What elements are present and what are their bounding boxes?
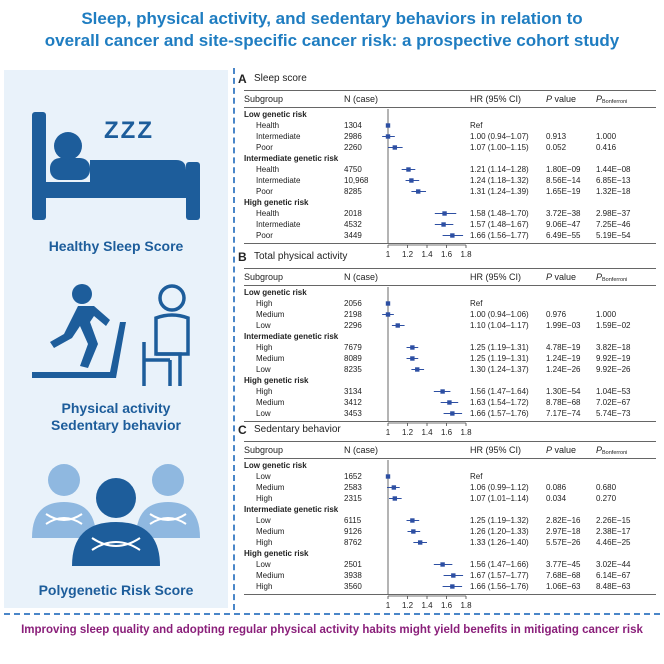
hr-ci-value: Ref (470, 121, 483, 130)
hr-ci-value: 1.30 (1.24–1.37) (470, 365, 529, 374)
hr-ci-value: 1.31 (1.24–1.39) (470, 187, 529, 196)
x-axis-tick-label: 1.4 (421, 428, 433, 437)
p-bonferroni-value: 9.92E−19 (596, 354, 631, 363)
hr-ci-value: 1.06 (0.99–1.12) (470, 483, 529, 492)
p-value: 7.17E−74 (546, 409, 581, 418)
p-value: 6.49E−55 (546, 231, 581, 240)
p-bonferroni-value: 7.02E−67 (596, 398, 631, 407)
p-bonferroni-value: 6.85E−13 (596, 176, 631, 185)
hr-ci-value: Ref (470, 472, 483, 481)
pb-letter: P (596, 94, 603, 104)
group-label: Intermediate genetic risk (244, 505, 339, 514)
hr-ci-value: 1.58 (1.48–1.70) (470, 209, 529, 218)
subgroup-label: High (256, 538, 273, 547)
title-line-1: Sleep, physical activity, and sedentary behaviors in relation to (81, 9, 583, 28)
table-row (244, 493, 656, 504)
subgroup-label: Low (256, 472, 271, 481)
x-axis-tick-label: 1 (385, 601, 391, 610)
pb-letter: P (596, 445, 603, 455)
subgroup-label: Intermediate (256, 176, 301, 185)
n-case-value: 4750 (344, 165, 362, 174)
n-case-value: 7679 (344, 343, 362, 352)
subgroup-label: High (256, 299, 273, 308)
subgroup-header: Subgroup (244, 94, 284, 104)
activity-label-2: Sedentary behavior (51, 417, 181, 433)
subgroup-label: Medium (256, 354, 285, 363)
sleep-score-label: Healthy Sleep Score (48, 238, 184, 254)
p-bonferroni-value: 5.74E−73 (596, 409, 631, 418)
group-label: High genetic risk (244, 549, 309, 558)
table-row (244, 131, 656, 142)
vertical-divider (233, 68, 235, 610)
x-axis-tick-label: 1 (385, 428, 391, 437)
p-bonferroni-value: 1.59E−02 (596, 321, 631, 330)
n-case-value: 2501 (344, 560, 362, 569)
treadmill-runner-icon (30, 282, 130, 386)
table-row (244, 120, 656, 131)
activity-label-1: Physical activity (61, 400, 171, 416)
n-case-value: 9126 (344, 527, 362, 536)
table-row (244, 364, 656, 375)
x-axis-tick-label: 1.6 (440, 250, 453, 259)
x-axis-tick-label: 1.6 (440, 601, 453, 610)
p-bonferroni-value: 8.48E−63 (596, 582, 631, 591)
p-value: 5.57E−26 (546, 538, 581, 547)
x-axis-tick-label: 1.6 (440, 428, 453, 437)
subgroup-label: Poor (256, 187, 273, 196)
group-label: Intermediate genetic risk (244, 332, 339, 341)
hr-ci-value: 1.24 (1.18–1.32) (470, 176, 529, 185)
p-value: 2.82E−16 (546, 516, 581, 525)
panel-letter: C (238, 423, 247, 437)
subgroup-label: Medium (256, 310, 285, 319)
hr-ci-value: 1.26 (1.20–1.33) (470, 527, 529, 536)
table-row (244, 353, 656, 364)
p-value: 1.80E−09 (546, 165, 581, 174)
table-row (244, 320, 656, 331)
n-case-value: 3134 (344, 387, 362, 396)
table-row (244, 581, 656, 592)
p-bonferroni-value: 2.38E−17 (596, 527, 631, 536)
table-bottom-rule (244, 243, 656, 244)
p-bonferroni-value: 2.98E−37 (596, 209, 631, 218)
p-value: 0.913 (546, 132, 567, 141)
p-bonferroni-value: 6.14E−67 (596, 571, 631, 580)
n-case-header: N (case) (344, 94, 379, 104)
hr-header: HR (95% CI) (470, 445, 522, 455)
p-bonferroni-value: 2.26E−15 (596, 516, 631, 525)
hr-ci-value: 1.63 (1.54–1.72) (470, 398, 529, 407)
table-row (244, 208, 656, 219)
hr-ci-value: 1.07 (1.00–1.15) (470, 143, 529, 152)
p-bonferroni-value: 0.416 (596, 143, 617, 152)
table-row (244, 186, 656, 197)
subgroup-label: High (256, 494, 273, 503)
subgroup-label: Intermediate (256, 220, 301, 229)
zzz-text: ZZZ (104, 117, 154, 144)
n-case-value: 3560 (344, 582, 362, 591)
hr-ci-value: Ref (470, 299, 483, 308)
n-case-value: 2198 (344, 310, 362, 319)
hr-header: HR (95% CI) (470, 94, 522, 104)
subgroup-header: Subgroup (244, 445, 284, 455)
p-value: 1.30E−54 (546, 387, 581, 396)
n-case-value: 3938 (344, 571, 362, 580)
table-row (244, 397, 656, 408)
hr-ci-value: 1.56 (1.47–1.66) (470, 560, 529, 569)
hr-ci-value: 1.67 (1.57–1.77) (470, 571, 529, 580)
pb-subscript: Bonferroni (602, 99, 628, 105)
subgroup-label: High (256, 582, 273, 591)
p-letter: P (546, 94, 553, 104)
p-bonferroni-value: 0.270 (596, 494, 617, 503)
p-suffix: value (552, 94, 577, 104)
table-row (244, 386, 656, 397)
table-row (244, 175, 656, 186)
subgroup-label: Poor (256, 143, 273, 152)
hr-ci-value: 1.25 (1.19–1.31) (470, 343, 529, 352)
subgroup-label: Medium (256, 398, 285, 407)
n-case-value: 2018 (344, 209, 362, 218)
pb-subscript: Bonferroni (602, 277, 628, 283)
subgroup-label: Health (256, 121, 280, 130)
p-bonferroni-value: 3.02E−44 (596, 560, 631, 569)
table-row (244, 408, 656, 419)
table-row (244, 526, 656, 537)
hr-ci-value: 1.00 (0.94–1.06) (470, 310, 529, 319)
subgroup-label: Health (256, 165, 280, 174)
x-axis-tick-label: 1.2 (401, 428, 414, 437)
table-bottom-rule (244, 421, 656, 422)
hr-ci-value: 1.66 (1.56–1.76) (470, 582, 529, 591)
subgroup-label: Low (256, 409, 271, 418)
table-row (244, 559, 656, 570)
p-value: 1.24E−26 (546, 365, 581, 374)
p-bonferroni-value: 5.19E−54 (596, 231, 631, 240)
group-label: High genetic risk (244, 376, 309, 385)
p-value: 1.99E−03 (546, 321, 581, 330)
table-row (244, 298, 656, 309)
x-axis-tick-label: 1.8 (460, 428, 472, 437)
table-row (244, 471, 656, 482)
hr-ci-value: 1.25 (1.19–1.32) (470, 516, 529, 525)
n-case-value: 4532 (344, 220, 362, 229)
n-case-value: 10,968 (344, 176, 369, 185)
x-axis-tick-label: 1.2 (401, 601, 414, 610)
n-case-value: 2986 (344, 132, 362, 141)
hr-ci-value: 1.57 (1.48–1.67) (470, 220, 529, 229)
n-case-value: 6115 (344, 516, 362, 525)
x-axis-tick-label: 1.8 (460, 601, 472, 610)
x-axis-tick-label: 1 (385, 250, 391, 259)
p-value: 4.78E−19 (546, 343, 581, 352)
n-case-value: 8762 (344, 538, 362, 547)
p-bonferroni-value: 1.32E−18 (596, 187, 631, 196)
n-case-value: 2056 (344, 299, 362, 308)
p-value: 0.086 (546, 483, 567, 492)
forest-table (244, 441, 656, 610)
table-row (244, 570, 656, 581)
p-bonferroni-value: 4.46E−25 (596, 538, 631, 547)
subgroup-label: Poor (256, 231, 273, 240)
n-case-header: N (case) (344, 272, 379, 282)
panel-title: Sleep score (254, 73, 307, 84)
p-bonferroni-value: 1.44E−08 (596, 165, 631, 174)
n-case-value: 8235 (344, 365, 362, 374)
p-bonferroni-value: 7.25E−46 (596, 220, 631, 229)
n-case-value: 1304 (344, 121, 362, 130)
horizontal-divider (4, 613, 660, 615)
prs-label: Polygenetic Risk Score (38, 582, 194, 598)
subgroup-label: Low (256, 560, 271, 569)
p-value: 0.976 (546, 310, 567, 319)
n-case-header: N (case) (344, 445, 379, 455)
table-row (244, 482, 656, 493)
page-title (0, 8, 664, 52)
p-suffix: value (552, 272, 577, 282)
p-value: 0.052 (546, 143, 567, 152)
hr-ci-value: 1.25 (1.19–1.31) (470, 354, 529, 363)
hr-ci-value: 1.66 (1.57–1.76) (470, 409, 529, 418)
group-label: Intermediate genetic risk (244, 154, 339, 163)
subgroup-label: High (256, 343, 273, 352)
hr-ci-value: 1.07 (1.01–1.14) (470, 494, 529, 503)
n-case-value: 8285 (344, 187, 362, 196)
subgroup-label: Low (256, 365, 271, 374)
table-bottom-rule (244, 594, 656, 595)
panel-letter: B (238, 250, 247, 264)
p-letter: P (546, 272, 553, 282)
table-row (244, 219, 656, 230)
pb-letter: P (596, 272, 603, 282)
sleeping-bed-icon (26, 100, 206, 228)
panel-letter: A (238, 72, 247, 86)
p-value: 1.65E−19 (546, 187, 581, 196)
p-bonferroni-value: 9.92E−26 (596, 365, 631, 374)
subgroup-label: Health (256, 209, 280, 218)
title-line-2: overall cancer and site-specific cancer risk: a prospective cohort study (44, 31, 620, 50)
p-value: 7.68E−68 (546, 571, 581, 580)
hr-ci-value: 1.00 (0.94–1.07) (470, 132, 529, 141)
n-case-value: 3449 (344, 231, 362, 240)
pb-subscript: Bonferroni (602, 450, 628, 456)
table-row (244, 342, 656, 353)
x-axis-tick-label: 1.4 (421, 250, 433, 259)
p-suffix: value (552, 445, 577, 455)
p-letter: P (546, 445, 553, 455)
seated-person-icon (130, 282, 210, 392)
p-value: 1.06E−63 (546, 582, 581, 591)
subgroup-label: Medium (256, 527, 285, 536)
subgroup-label: Intermediate (256, 132, 301, 141)
p-bonferroni-value: 1.000 (596, 132, 617, 141)
hr-ci-value: 1.66 (1.56–1.77) (470, 231, 529, 240)
group-label: Low genetic risk (244, 461, 307, 470)
dna-people-icon (26, 458, 206, 568)
hr-header: HR (95% CI) (470, 272, 522, 282)
p-value: 3.77E−45 (546, 560, 581, 569)
subgroup-header: Subgroup (244, 272, 284, 282)
subgroup-label: High (256, 387, 273, 396)
table-row (244, 537, 656, 548)
n-case-value: 2260 (344, 143, 362, 152)
x-axis-tick-label: 1.8 (460, 250, 472, 259)
hr-ci-value: 1.56 (1.47–1.64) (470, 387, 529, 396)
n-case-value: 1652 (344, 472, 362, 481)
p-bonferroni-value: 1.000 (596, 310, 617, 319)
subgroup-label: Medium (256, 483, 285, 492)
p-value: 8.78E−68 (546, 398, 581, 407)
n-case-value: 3412 (344, 398, 362, 407)
p-value: 9.06E−47 (546, 220, 581, 229)
n-case-value: 8089 (344, 354, 362, 363)
n-case-value: 3453 (344, 409, 362, 418)
hr-ci-value: 1.33 (1.26–1.40) (470, 538, 529, 547)
hr-ci-value: 1.21 (1.14–1.28) (470, 165, 529, 174)
x-axis-tick-label: 1.2 (401, 250, 414, 259)
p-value: 1.24E−19 (546, 354, 581, 363)
p-value: 3.72E−38 (546, 209, 581, 218)
table-row (244, 515, 656, 526)
n-case-value: 2315 (344, 494, 362, 503)
table-row (244, 309, 656, 320)
subgroup-label: Medium (256, 571, 285, 580)
group-label: Low genetic risk (244, 110, 307, 119)
panel-title: Total physical activity (254, 251, 348, 262)
p-bonferroni-value: 3.82E−18 (596, 343, 631, 352)
x-axis-tick-label: 1.4 (421, 601, 433, 610)
table-row (244, 142, 656, 153)
p-value: 2.97E−18 (546, 527, 581, 536)
subgroup-label: Low (256, 321, 271, 330)
n-case-value: 2296 (344, 321, 362, 330)
p-bonferroni-value: 0.680 (596, 483, 617, 492)
subgroup-label: Low (256, 516, 271, 525)
table-row (244, 230, 656, 241)
p-bonferroni-value: 1.04E−53 (596, 387, 631, 396)
p-value: 0.034 (546, 494, 567, 503)
footer-conclusion: Improving sleep quality and adopting regular physical activity habits might yield benefits in mitigating cancer risk (21, 624, 643, 636)
p-value: 8.56E−14 (546, 176, 581, 185)
hr-ci-value: 1.10 (1.04–1.17) (470, 321, 529, 330)
table-row (244, 164, 656, 175)
panel-title: Sedentary behavior (254, 424, 341, 435)
group-label: High genetic risk (244, 198, 309, 207)
group-label: Low genetic risk (244, 288, 307, 297)
n-case-value: 2583 (344, 483, 362, 492)
